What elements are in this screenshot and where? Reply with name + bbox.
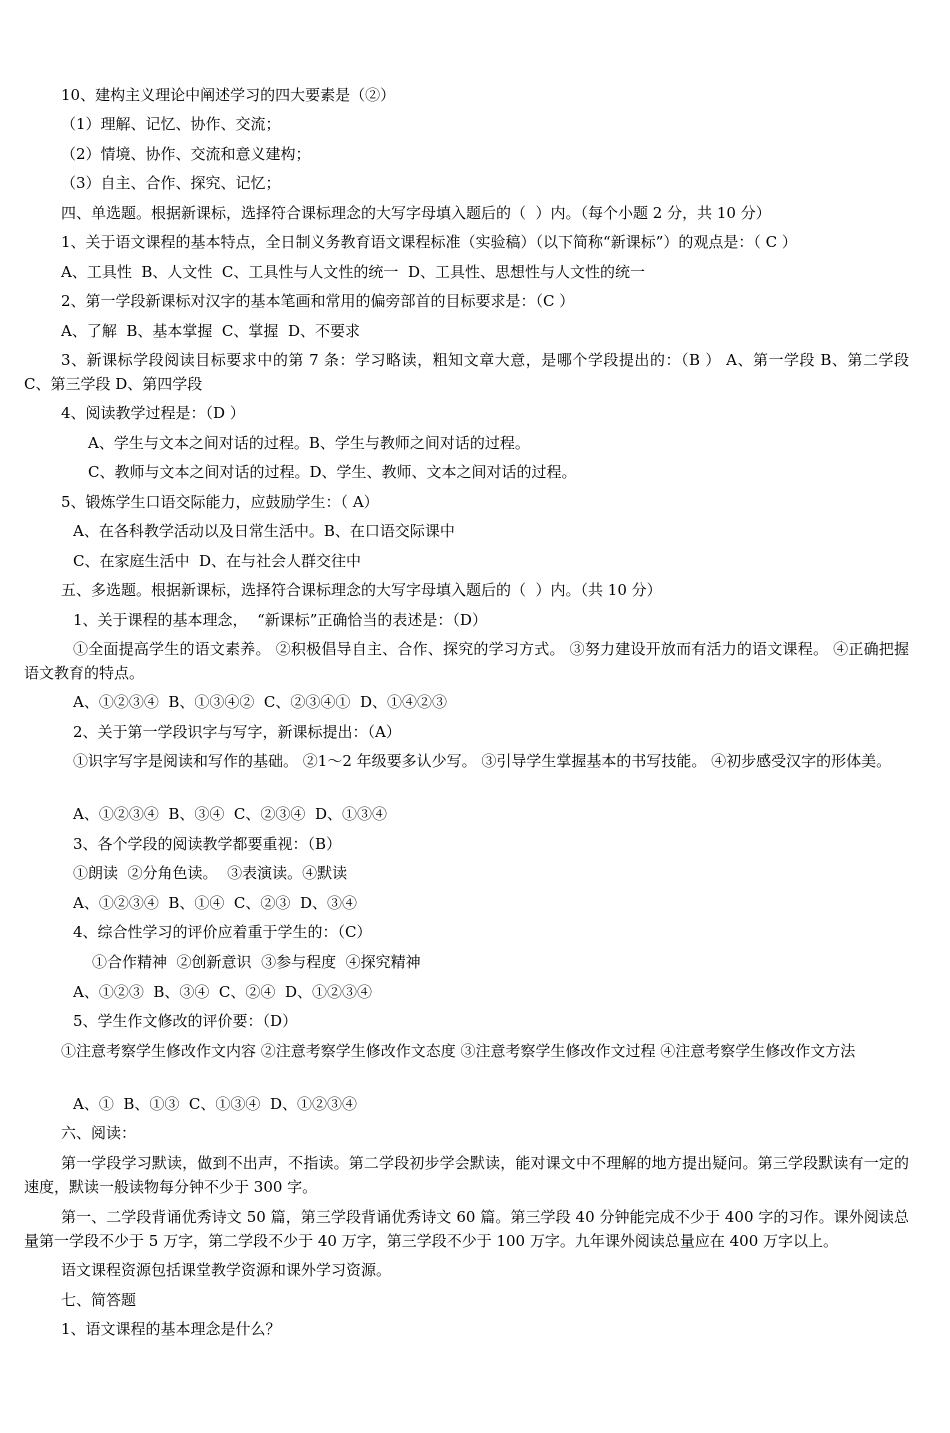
single-choice-q4-options-cd: C、教师与文本之间对话的过程。D、学生、教师、文本之间对话的过程。 bbox=[88, 463, 577, 481]
single-choice-q4-options-ab: A、学生与文本之间对话的过程。B、学生与教师之间对话的过程。 bbox=[88, 434, 530, 452]
multi-choice-q5-statements: ①注意考察学生修改作文内容 ②注意考察学生修改作文态度 ③注意考察学生修改作文过程 ④注意考察学生修改作文方法 bbox=[61, 1042, 856, 1060]
multi-choice-q5-options: A、① B、①③ C、①③④ D、①②③④ bbox=[73, 1095, 357, 1113]
single-choice-q4: 4、阅读教学过程是：（D ） bbox=[61, 404, 245, 422]
multi-choice-q5: 5、学生作文修改的评价要：（D） bbox=[73, 1012, 298, 1030]
multi-choice-q2-statements: ①识字写字是阅读和写作的基础。 ②1～2 年级要多认少写。 ③引导学生掌握基本的书写技能。 ④初步感受汉字的形体美。 bbox=[73, 752, 892, 770]
section-5-heading: 五、多选题。根据新课标，选择符合课标理念的大写字母填入题后的（ ）内。（共 10 分） bbox=[61, 581, 662, 599]
question-10: 10、建构主义理论中阐述学习的四大要素是（②） bbox=[61, 86, 396, 104]
section-4-heading: 四、单选题。根据新课标，选择符合课标理念的大写字母填入题后的（ ）内。（每个小题 2 分，共 10 分） bbox=[61, 204, 771, 222]
single-choice-q5-options-cd: C、在家庭生活中 D、在与社会人群交往中 bbox=[73, 552, 362, 570]
multi-choice-q2: 2、关于第一学段识字与写字，新课标提出：（A） bbox=[73, 723, 401, 741]
single-choice-q3: 3、新课标学段阅读目标要求中的第 7 条：学习略读，粗知文章大意，是哪个学段提出的：（B ） A、第一学段 B、第二学段 C、第三学段 D、第四学段 bbox=[24, 351, 909, 393]
multi-choice-q1-statements: ①全面提高学生的语文素养。 ②积极倡导自主、合作、探究的学习方式。 ③努力建设开放而有活力的语文课程。 ④正确把握语文教育的特点。 bbox=[24, 640, 909, 682]
multi-choice-q3-options: A、①②③④ B、①④ C、②③ D、③④ bbox=[73, 894, 357, 912]
short-answer-q1: 1、语文课程的基本理念是什么？ bbox=[61, 1320, 281, 1338]
single-choice-q1-options: A、工具性 B、人文性 C、工具性与人文性的统一 D、工具性、思想性与人文性的统一 bbox=[61, 263, 645, 281]
single-choice-q5-options-ab: A、在各科教学活动以及日常生活中。B、在口语交际课中 bbox=[73, 522, 455, 540]
multi-choice-q4-statements: ①合作精神 ②创新意识 ③参与程度 ④探究精神 bbox=[92, 953, 421, 971]
single-choice-q1: 1、关于语文课程的基本特点，全日制义务教育语文课程标准（实验稿）（以下简称“新课标”）的观点是：（ C ） bbox=[61, 233, 797, 251]
option-3: （3）自主、合作、探究、记忆； bbox=[61, 174, 281, 192]
reading-paragraph-1: 第一学段学习默读，做到不出声，不指读。第二学段初步学会默读，能对课文中不理解的地方提出疑问。第三学段默读有一定的速度，默读一般读物每分钟不少于 300 字。 bbox=[24, 1154, 909, 1196]
multi-choice-q2-options: A、①②③④ B、③④ C、②③④ D、①③④ bbox=[73, 805, 387, 823]
reading-paragraph-2: 第一、二学段背诵优秀诗文 50 篇，第三学段背诵优秀诗文 60 篇。第三学段 40 分钟能完成不少于 400 字的习作。课外阅读总量第一学段不少于 5 万字，第二学段不少于 40 万字，第三学段不少于 100 万字。九年课外阅读总量应在 400 万字以上。 bbox=[24, 1208, 909, 1250]
reading-paragraph-3: 语文课程资源包括课堂教学资源和课外学习资源。 bbox=[61, 1261, 392, 1279]
multi-choice-q1: 1、关于课程的基本理念， “新课标”正确恰当的表述是：（D） bbox=[73, 611, 487, 629]
single-choice-q5: 5、锻炼学生口语交际能力，应鼓励学生：（ A） bbox=[61, 493, 379, 511]
section-7-heading: 七、简答题 bbox=[61, 1291, 137, 1309]
multi-choice-q3: 3、各个学段的阅读教学都要重视：（B） bbox=[73, 835, 342, 853]
multi-choice-q3-statements: ①朗读 ②分角色读。 ③表演读。④默读 bbox=[73, 864, 348, 882]
section-6-heading: 六、阅读： bbox=[61, 1124, 137, 1142]
option-2: （2）情境、协作、交流和意义建构； bbox=[61, 145, 311, 163]
multi-choice-q4: 4、综合性学习的评价应着重于学生的：（C） bbox=[73, 923, 372, 941]
single-choice-q2-options: A、了解 B、基本掌握 C、掌握 D、不要求 bbox=[61, 322, 360, 340]
multi-choice-q1-options: A、①②③④ B、①③④② C、②③④① D、①④②③ bbox=[73, 693, 447, 711]
option-1: （1）理解、记忆、协作、交流； bbox=[61, 115, 281, 133]
single-choice-q2: 2、第一学段新课标对汉字的基本笔画和常用的偏旁部首的目标要求是：（C ） bbox=[61, 292, 575, 310]
multi-choice-q4-options: A、①②③ B、③④ C、②④ D、①②③④ bbox=[73, 983, 372, 1001]
